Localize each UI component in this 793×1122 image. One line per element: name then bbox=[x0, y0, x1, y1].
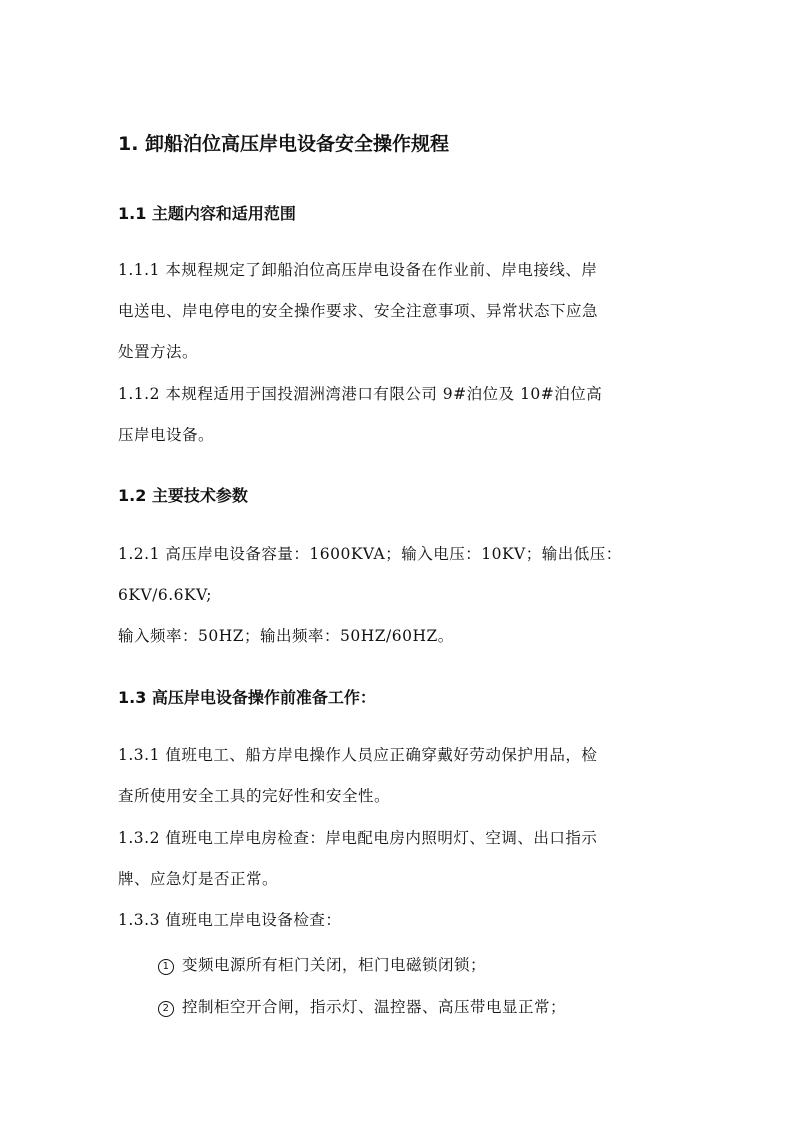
section-heading-1-1: 1.1 主题内容和适用范围 bbox=[118, 204, 296, 223]
paragraph-1-1-2 bbox=[118, 374, 678, 456]
paragraph-1-3-3 bbox=[118, 900, 678, 941]
paragraph-1-3-2 bbox=[118, 818, 678, 900]
paragraph-line: 查所使用安全工具的完好性和安全性。 bbox=[118, 787, 391, 805]
paragraph-line: 6KV/6.6KV; bbox=[118, 586, 212, 604]
circled-number-marker: 2 bbox=[158, 1001, 174, 1017]
paragraph-line: 1.1.1 本规程规定了卸船泊位高压岸电设备在作业前、岸电接线、岸 bbox=[118, 261, 598, 279]
section-heading-1-3: 1.3 高压岸电设备操作前准备工作： bbox=[118, 688, 376, 707]
paragraph-line: 牌、应急灯是否正常。 bbox=[118, 870, 279, 888]
paragraph-1-2-1 bbox=[118, 534, 678, 657]
document-title: 1. 卸船泊位高压岸电设备安全操作规程 bbox=[118, 133, 450, 155]
list-item-text: 变频电源所有柜门关闭，柜门电磁锁闭锁； bbox=[182, 956, 487, 974]
list-item bbox=[158, 995, 678, 1019]
list-item-text: 控制柜空开合闸，指示灯、温控器、高压带电显正常； bbox=[182, 998, 567, 1016]
paragraph-line: 1.3.1 值班电工、船方岸电操作人员应正确穿戴好劳动保护用品，检 bbox=[118, 746, 598, 764]
list-item bbox=[158, 953, 678, 977]
circled-number-marker: 1 bbox=[158, 959, 174, 975]
paragraph-line: 1.3.3 值班电工岸电设备检查： bbox=[118, 911, 342, 929]
section-heading-1-2: 1.2 主要技术参数 bbox=[118, 486, 248, 505]
paragraph-line: 1.2.1 高压岸电设备容量：1600KVA；输入电压：10KV；输出低压： bbox=[118, 545, 622, 563]
paragraph-line: 输入频率：50HZ；输出频率：50HZ/60HZ。 bbox=[118, 627, 454, 645]
paragraph-line: 1.1.2 本规程适用于国投湄洲湾港口有限公司 9#泊位及 10#泊位高 bbox=[118, 385, 603, 403]
paragraph-line: 处置方法。 bbox=[118, 343, 199, 361]
paragraph-line: 压岸电设备。 bbox=[118, 426, 215, 444]
paragraph-1-1-1 bbox=[118, 250, 678, 373]
paragraph-line: 1.3.2 值班电工岸电房检查：岸电配电房内照明灯、空调、出口指示 bbox=[118, 829, 598, 847]
paragraph-line: 电送电、岸电停电的安全操作要求、安全注意事项、异常状态下应急 bbox=[118, 302, 599, 320]
paragraph-1-3-1 bbox=[118, 735, 678, 817]
